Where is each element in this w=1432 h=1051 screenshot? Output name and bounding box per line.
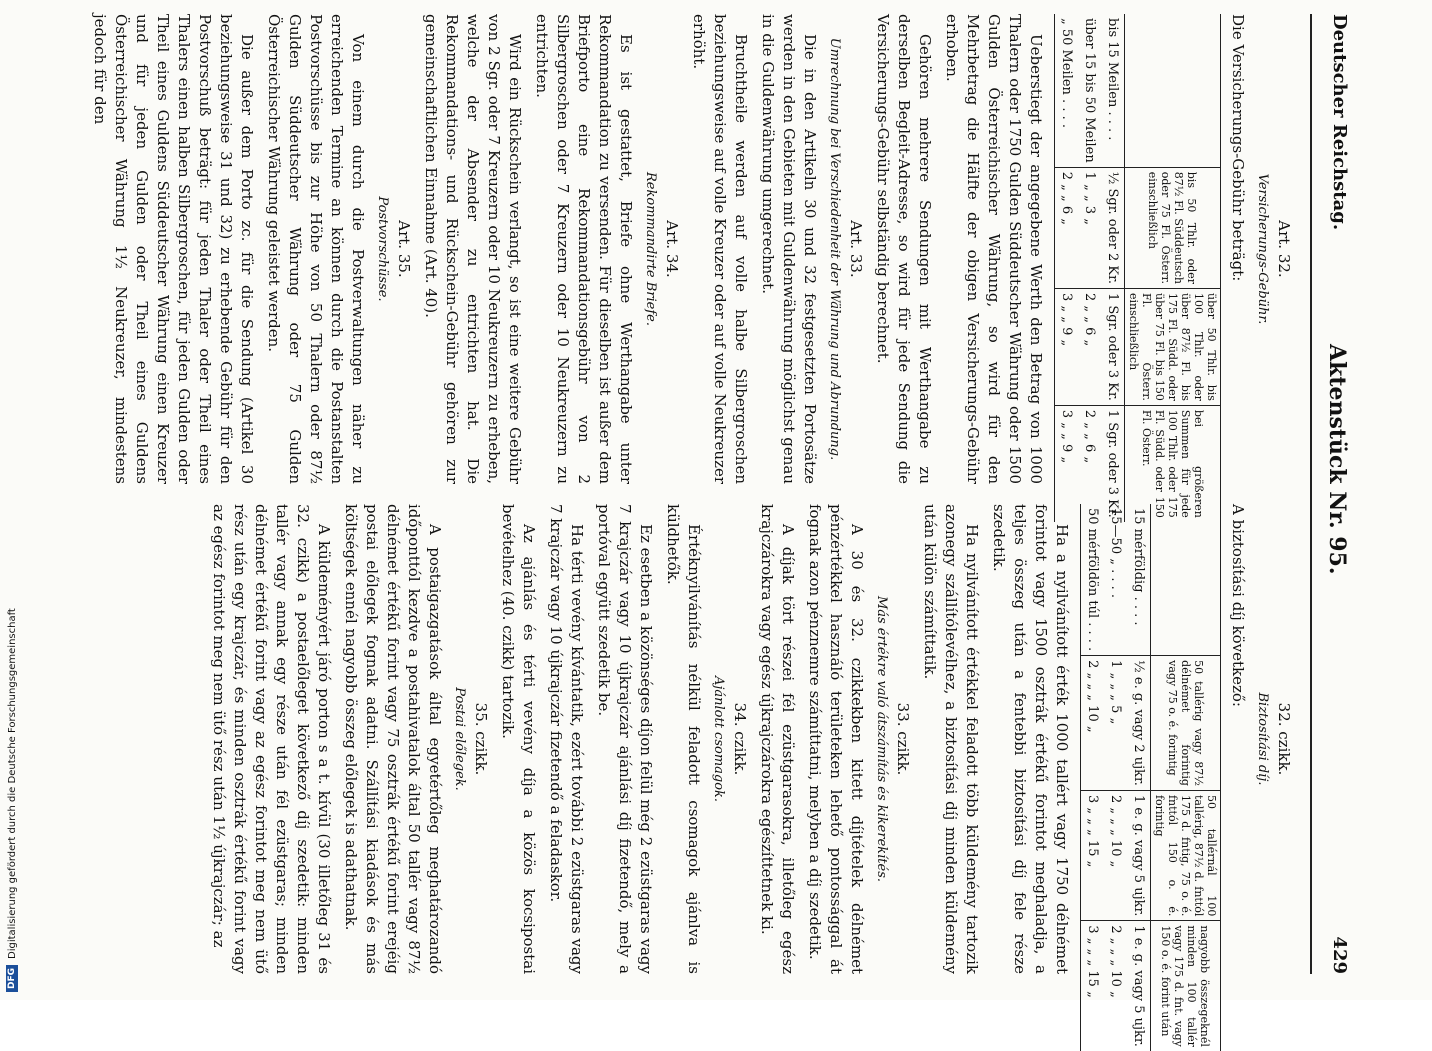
fee-table xyxy=(1080,504,1221,1051)
table-cell: ½ e. g. vagy 2 ujkr. xyxy=(1127,656,1151,791)
table-cell: 1 „ „ „ 5 „ xyxy=(1104,656,1127,791)
german-column xyxy=(83,14,1300,518)
table-header-cell: 50 tallérnál 100 tallérig, 87½ d. fnttól 175 d. fntig, 75 o. é. fnttól 150 o. é. forintig xyxy=(1151,790,1221,920)
table-cell: 50 mérföldön túl . . . . xyxy=(1081,504,1105,656)
paragraph: A postaigazgatások által egyetértőleg meghatározandó időponttól kezdve a postahivatalok által 50 tallér vagy 87½ délnémet értékű forint vagy 75 osztrák értékű forint erejéig postai előlegek fognak adatni. Szállítási kiadások és más költségek ennél nagyobb összeg előlegek is adathatnak. xyxy=(342,504,444,974)
fee-table xyxy=(1054,14,1221,522)
page-number: 429 xyxy=(1329,936,1350,974)
digitization-credit xyxy=(0,0,24,1000)
table-header-cell: nagyobb összegeknél minden 100 tallér vagy 175 d. fnt. vagy 150 o. é. forint után xyxy=(1151,921,1221,1051)
table-cell: 1 e. g. vagy 5 ujkr. xyxy=(1127,921,1151,1051)
paragraph: Gehören mehrere Sendungen mit Werthangabe zu derselben Begleit-Adresse, so wird für jede Sendung die Versicherungs-Gebühr selbständig berechnet. xyxy=(874,14,934,484)
header-title: Deutscher Reichstag. xyxy=(1329,14,1350,231)
table-cell: 1 „ „ 3 „ xyxy=(1078,167,1101,288)
paragraph: Wird ein Rückschein verlangt, so ist eine weitere Gebühr von 2 Sgr. oder 7 Kreuzern oder 10 Neukreuzern zu erheben, welche der Absender zu entrichten hat. Die Rekommandations- und Rückschein-Gebühr gehören zur gemeinschaftlichen Einnahme (Art. 40). xyxy=(422,14,524,484)
table-cell: 1 Sgr. oder 3 Kr. xyxy=(1101,405,1125,521)
paragraph: Ha nyilvánított értékkel feladott több küldemény tartozik azonegy szállítólevélhez, a biztosítási díj minden küldemény után külön számíttatik. xyxy=(921,504,981,974)
paragraph: A 30 és 32. czikkekben kitett díjtételek délnémet pénzértékkel használó területeken lehető pontossággal át fognak azon pénznemre számíttatni, melyben a díj szedetik. xyxy=(806,504,866,974)
dfg-logo: DFG xyxy=(6,965,18,992)
table-header-cell: bis 50 Thlr. oder 87½ Fl. Süddeutsch oder 75 Fl. Österr. einschließlich xyxy=(1125,167,1221,288)
article-subheading: Más értékre való átszámítás és kikerekítés. xyxy=(874,595,889,883)
table-cell: 1 Sgr. oder 3 Kr. xyxy=(1101,289,1125,406)
paragraph: A díjak tört részei fél ezüstgarasokra, illetőleg egész krajczárokra vagy egész újkrajczárokra egészíttetnek ki. xyxy=(758,504,797,974)
table-row xyxy=(1101,14,1125,522)
table-cell: 1 e. g. vagy 5 ujkr. xyxy=(1127,790,1151,920)
article-subheading: Ajánlott csomagok. xyxy=(711,675,726,803)
paragraph: Ha a nyilvánított érték 1000 tallért vagy 1750 délnémet forintot vagy 1500 osztrák értékű forintot meghaladja, a teljes összeg után a fentebbi biztosítási díj fele része szedetik. xyxy=(990,504,1071,974)
table-cell: 2 „ „ 6 „ xyxy=(1078,289,1101,406)
article-subheading: Postvorschüsse. xyxy=(375,196,390,302)
article-intro: Die Versicherungs-Gebühr beträgt: xyxy=(1229,14,1247,282)
table-cell: 2 „ „ 6 „ xyxy=(1078,405,1101,521)
article-subheading: Versicherungs-Gebühr. xyxy=(1255,173,1270,325)
paragraph: Ez esetben a közönséges díjon felül még 2 ezüstgaras vagy 7 krajczár vagy 10 újkrajczár ajánlási díj fizetendő, mely a portóval együtt szedetik be. xyxy=(595,504,655,974)
table-header-cell xyxy=(1151,504,1221,656)
paragraph: Értéknyilvánítás nélkül feladott csomagok ajánlva is küldhetők. xyxy=(664,504,703,974)
article-heading: 33. czikk. xyxy=(894,702,912,776)
table-cell: 15—50 „ . . . . xyxy=(1108,508,1123,599)
table-cell: über 15 bis 50 Meilen xyxy=(1082,18,1097,163)
fee-table-header xyxy=(1125,14,1221,522)
article-subheading: Postai előlegek. xyxy=(452,687,467,791)
table-header-cell: über 50 Thlr. bis 100 Thlr. oder über 87½ Fl. bis 175 Fl. Südd. oder über 75 Fl. bis 150 Fl. Österr. einschließlich xyxy=(1125,289,1221,406)
paragraph: Von einem durch die Postverwaltungen näher zu erreichenden Termine an können durch die Postanstalten Postvorschüsse bis zur Höhe von 50 Thalern oder 87½ Gulden Süddeutscher Währung oder 75 Gulden Österreichischer Währung geleistet werden. xyxy=(265,14,367,484)
table-cell: 2 „ „ „ 10 „ xyxy=(1104,790,1127,920)
table-row xyxy=(1127,504,1151,1051)
article-heading: 32. czikk. xyxy=(1275,702,1293,776)
table-row xyxy=(1078,14,1101,522)
table-header-cell: bei größeren Summen für jede 100 Thlr. oder 175 Fl. Südd. oder 150 Fl. Österr. xyxy=(1125,405,1221,521)
paragraph: Ha térti vevény kívántatik, ezért további 2 ezüstgaras vagy 7 krajczár vagy 10 újkrajczár fizetendő a feladaskor. xyxy=(547,504,586,974)
page-header xyxy=(1310,14,1356,974)
article-heading: Art. 32. xyxy=(1275,220,1293,278)
table-cell: 3 „ „ 9 „ xyxy=(1055,289,1079,406)
header-document-number: Aktenstück Nr. 95. xyxy=(1324,344,1350,575)
table-cell: 15 mérföldig . . . . xyxy=(1131,508,1146,626)
article-heading: 35. czikk. xyxy=(472,702,490,776)
article-subheading: Biztosítási díj. xyxy=(1255,692,1270,786)
paragraph: A küldeményért járó porton s a t. kívül (30 illetőleg 31 és 32. czikk) a postaelőleget következő díj szedetik: minden tallér vagy annak egy része után fél ezüstgaras; minden délnémet értékű forint vagy az egész forintot meg nem ütő rész után egy krajczár, és minden osztrák értékű forint vagy az egész forintot meg nem ütő rész után 1½ újkrajczár; az xyxy=(210,504,333,974)
table-cell: 2 „ „ 6 „ xyxy=(1055,167,1079,288)
table-cell: 2 „ „ „ 10 „ xyxy=(1081,656,1105,791)
table-cell: bis 15 Meilen . . . . xyxy=(1105,18,1120,141)
table-header-cell: 50 tallérig vagy 87½ délnémet forintig vagy 75 o. é. forintig xyxy=(1151,656,1221,791)
hungarian-column xyxy=(202,504,1300,1047)
table-cell: ½ Sgr. oder 2 Kr. xyxy=(1101,167,1125,288)
paragraph: Die außer dem Porto zc. für die Sendung (Artikel 30 beziehungsweise 31 und 32) zu erhebende Gebühr für den Postvorschuß beträgt: für jeden Thaler oder Theil eines Thalers einen halben Silbergroschen, für jeden Gulden oder Theil eines Guldens Süddeutscher Währung einen Kreuzer und für jeden Gulden oder Theil eines Guldens Österreichischer Währung 1½ Neukreuzer, mindestens jedoch für den xyxy=(91,14,256,484)
rotated-content xyxy=(36,14,1356,1047)
article-intro: A biztosítási díj következő: xyxy=(1229,504,1247,707)
paragraph: Ueberstiegt der angegebene Werth den Betrag von 1000 Thalern oder 1750 Gulden Süddeutscher Währung oder 1500 Gulden Österreichischer Währung, so wird für den Mehrbetrag die Hälfte der obigen Versicherungs-Gebühr erhoben. xyxy=(943,14,1045,484)
article-subheading: Umrechnung bei Verschiedenheit der Währung und Abrundung. xyxy=(827,37,842,461)
paragraph: Es ist gestattet, Briefe ohne Werthangabe unter Rekommandation zu versenden. Für dieselben ist außer dem Briefporto eine Rekommandationsgebühr von 2 Silbergroschen oder 7 Kreuzern oder 10 Neukreuzern zu entrichten. xyxy=(533,14,635,484)
paragraph: Az ajánlás és térti vevény díja a közös kocsipostai bevételhez (40. czikk) tartozik. xyxy=(499,504,538,974)
table-cell: 2 „ „ „ 10 „ xyxy=(1104,921,1127,1051)
paragraph: Bruchtheile werden auf volle halbe Silbergroschen beziehungsweise auf volle Kreuzer oder auf volle Neukreuzer erhöht. xyxy=(690,14,750,484)
article-heading: Art. 34. xyxy=(663,220,681,278)
fee-table-header xyxy=(1151,504,1221,1051)
article-heading: Art. 35. xyxy=(395,220,413,278)
article-heading: 34. czikk. xyxy=(731,702,749,776)
table-row xyxy=(1055,14,1079,522)
table-cell: 3 „ „ „ 15 „ xyxy=(1081,790,1105,920)
table-row xyxy=(1104,504,1127,1051)
table-cell: 3 „ „ 9 „ xyxy=(1055,405,1079,521)
table-header-cell xyxy=(1125,14,1221,167)
paragraph: Die in den Artikeln 30 und 32 festgesetzten Portosätze werden in den Gebieten mit Guldenwährung möglichst genau in die Guldenwährung umgerechnet. xyxy=(759,14,819,484)
table-cell: „ 50 Meilen . . . . xyxy=(1055,14,1079,167)
article-heading: Art. 33. xyxy=(847,220,865,278)
digitization-credit-text: Digitalisierung gefördert durch die Deutsche Forschungsgemeinschaft xyxy=(6,608,18,959)
article-subheading: Rekommandirte Briefe. xyxy=(643,172,658,326)
table-row xyxy=(1081,504,1105,1051)
table-cell: 3 „ „ „ 15 „ xyxy=(1081,921,1105,1051)
